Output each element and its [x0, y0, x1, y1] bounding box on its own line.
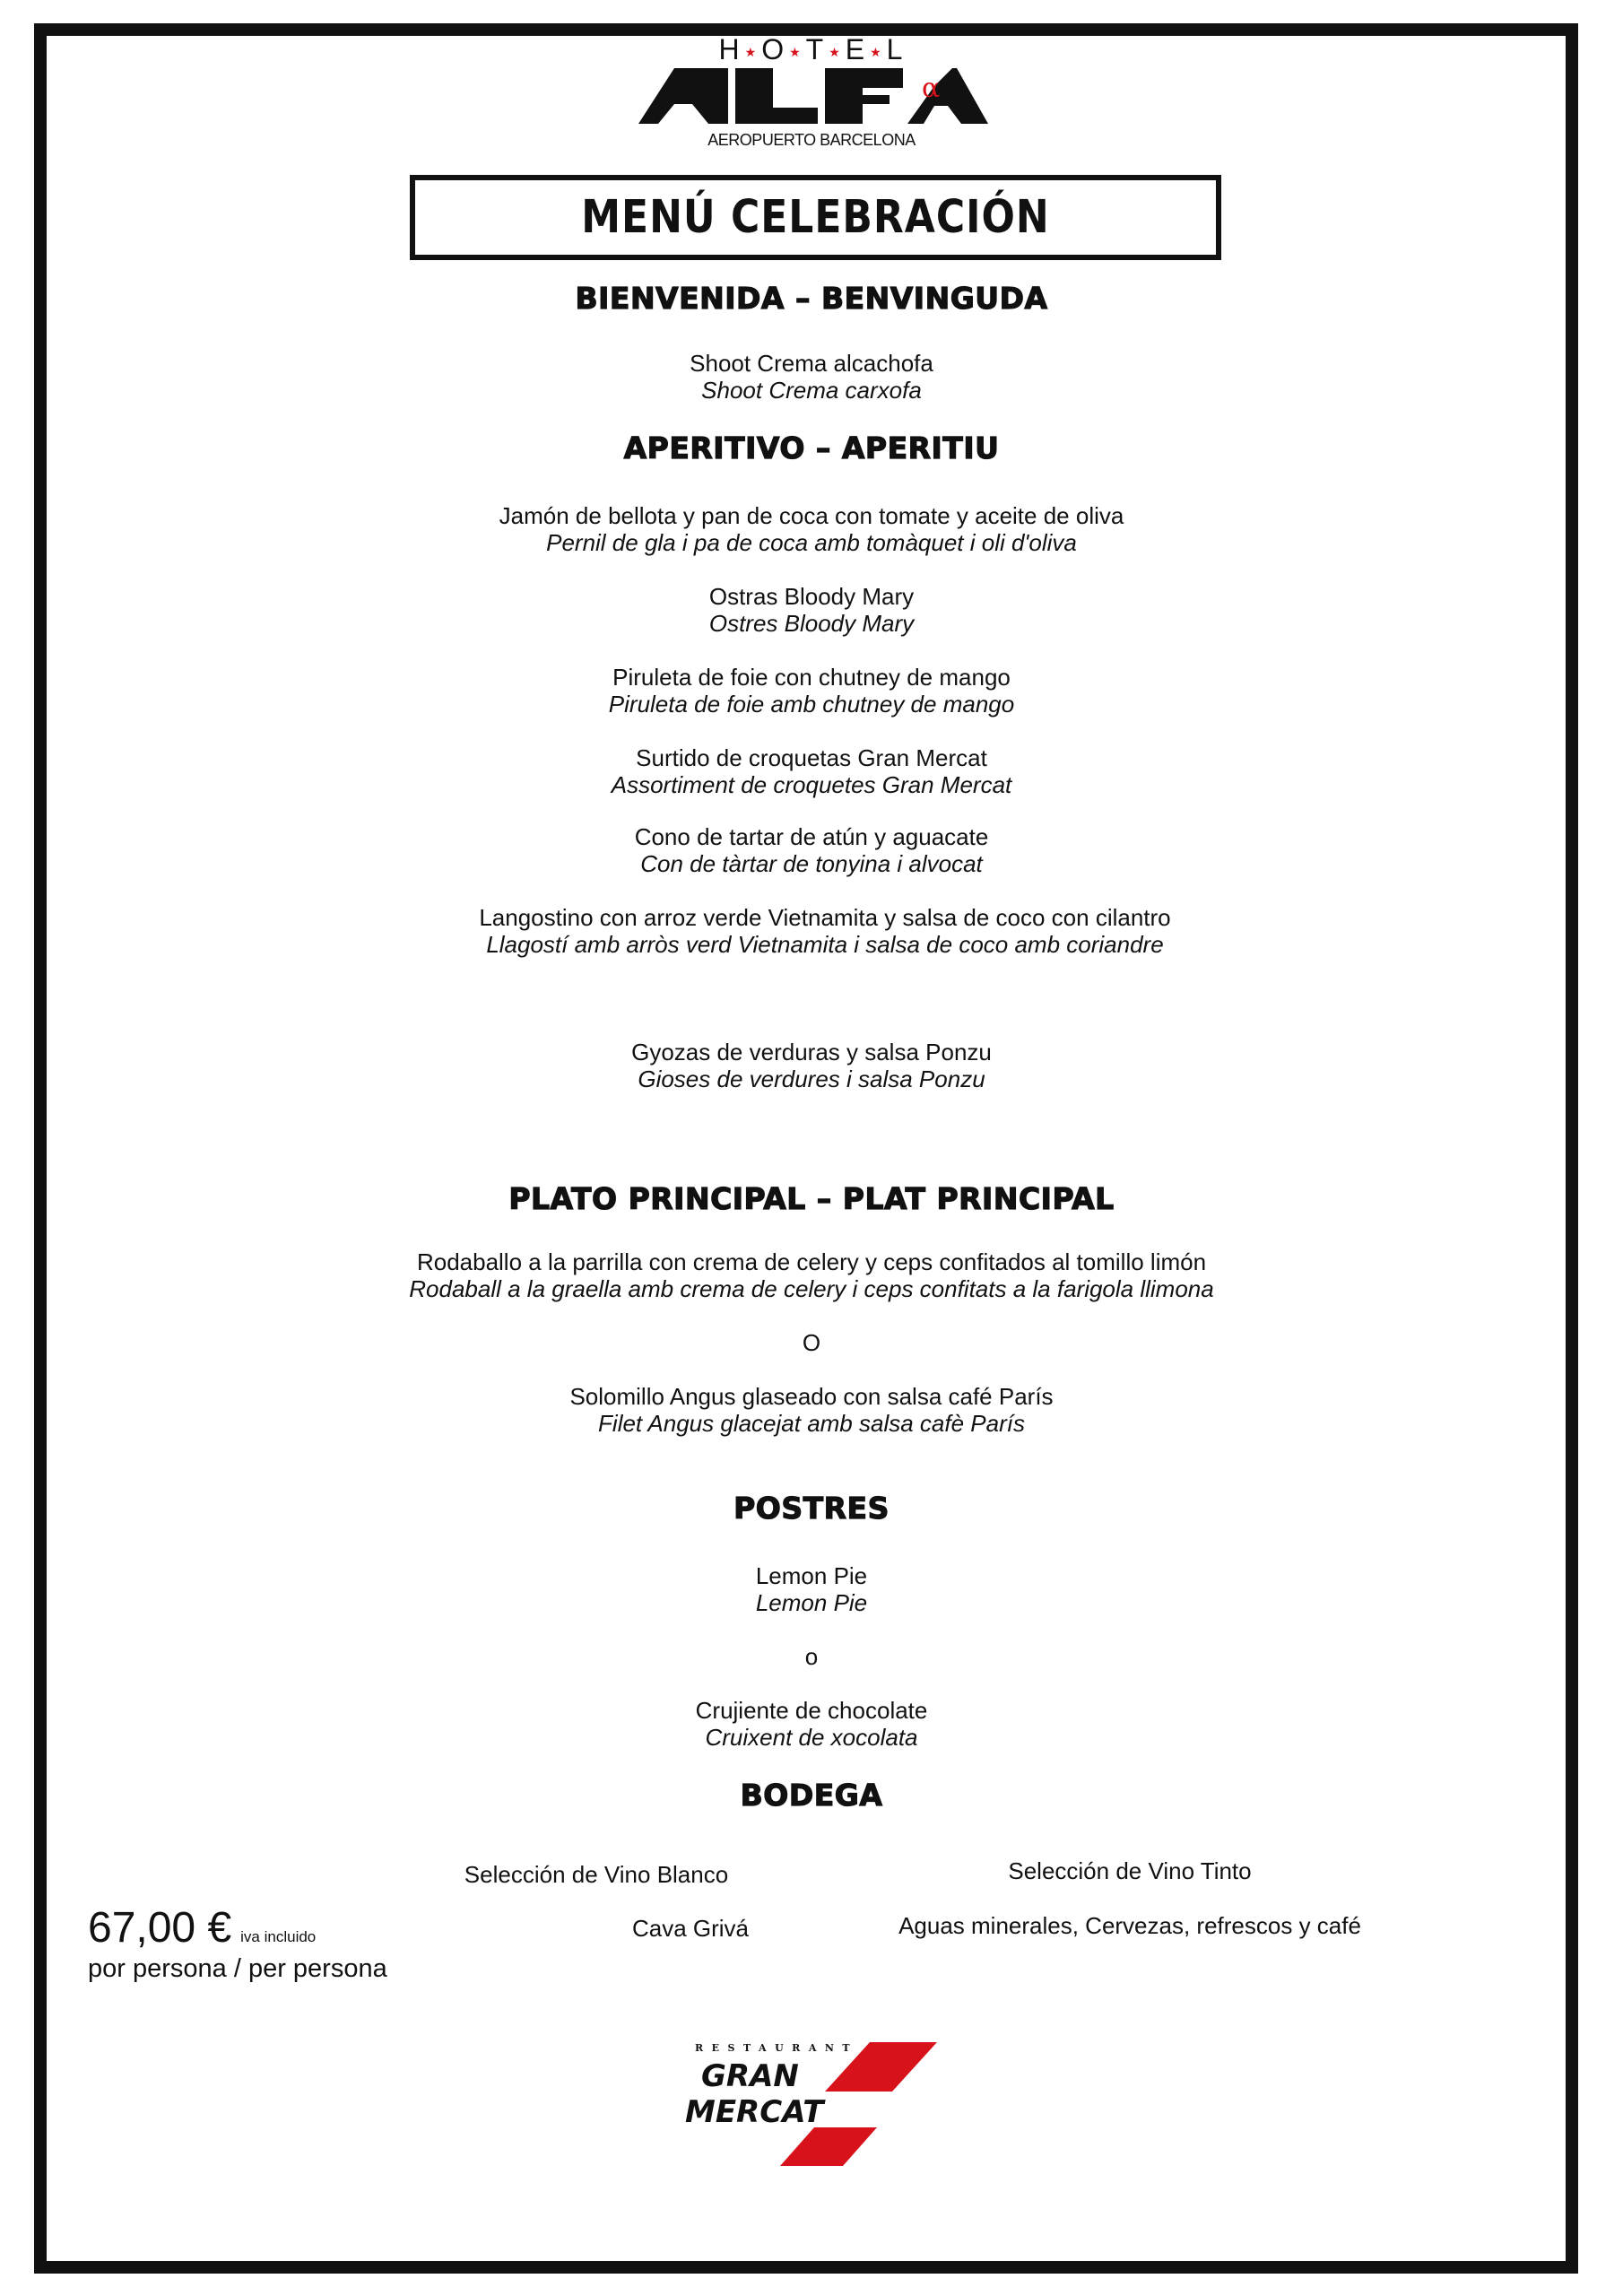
dish-item: Cono de tartar de atún y aguacate Con de tàrtar de tonyina i alvocat	[634, 823, 989, 877]
star-icon: ★	[789, 44, 803, 59]
section-heading-postres: POSTRES	[733, 1491, 890, 1526]
dish-item: Lemon Pie Lemon Pie	[755, 1562, 868, 1616]
section-heading-bodega: BODEGA	[740, 1778, 883, 1813]
dish-item: Surtido de croquetas Gran Mercat Assortiment de croquetes Gran Mercat	[611, 744, 1012, 798]
dish-item: Crujiente de chocolate Cruixent de xocolata	[695, 1697, 928, 1751]
dish-item: Solomillo Angus glaseado con salsa café París Filet Angus glacejat amb salsa cafè París	[569, 1383, 1054, 1437]
section-heading-aperitivo: APERITIVO – APERITIU	[623, 430, 1000, 465]
gm-line1: GRAN	[701, 2058, 799, 2094]
dish-item: Shoot Crema alcachofa Shoot Crema carxofa	[690, 350, 933, 404]
section-heading-principal: PLATO PRINCIPAL – PLAT PRINCIPAL	[508, 1181, 1115, 1216]
dish-item: Langostino con arroz verde Vietnamita y salsa de coco con cilantro Llagostí amb arròs verd Vietnamita i salsa de coco amb coriandre	[479, 904, 1171, 958]
gm-top-word: RESTAURANT	[695, 2042, 859, 2054]
bodega-item: Selección de Vino Blanco	[464, 1861, 729, 1888]
price-amount: 67,00 €	[88, 1904, 232, 1952]
menu-title: MENÚ CELEBRACIÓN	[581, 191, 1050, 244]
dish-item: Piruleta de foie con chutney de mango Piruleta de foie amb chutney de mango	[608, 664, 1015, 718]
gran-mercat-logo-icon	[681, 2039, 950, 2170]
star-icon: ★	[829, 44, 842, 59]
dish-item: Jamón de bellota y pan de coca con tomate y aceite de oliva Pernil de gla i pa de coca amb tomàquet i oli d'oliva	[499, 502, 1124, 556]
per-person-label: por persona / per persona	[88, 1954, 387, 1983]
dish-item: Gyozas de verduras y salsa Ponzu Gioses de verdures i salsa Ponzu	[631, 1039, 992, 1092]
bodega-item: Cava Grivá	[631, 1915, 750, 1942]
bodega-item: Selección de Vino Tinto	[1008, 1857, 1252, 1884]
star-icon: ★	[744, 44, 759, 59]
dish-item: Ostras Bloody Mary Ostres Bloody Mary	[708, 583, 915, 637]
alpha-glyph: α	[922, 73, 941, 104]
section-heading-bienvenida: BIENVENIDA – BENVINGUDA	[575, 281, 1048, 316]
bodega-item: Aguas minerales, Cervezas, refrescos y café	[898, 1912, 1361, 1939]
tax-note: iva incluido	[240, 1928, 317, 1945]
option-separator: O	[802, 1329, 821, 1356]
star-icon: ★	[870, 44, 883, 59]
gm-line2: MERCAT	[685, 2094, 824, 2130]
option-separator: o	[804, 1643, 819, 1670]
alfa-wordmark-icon	[638, 68, 988, 124]
menu-title-box	[410, 175, 1221, 260]
hotel-subtitle: AEROPUERTO BARCELONA	[707, 131, 916, 149]
price-block	[88, 1905, 387, 1984]
dish-item: Rodaballo a la parrilla con crema de celery y ceps confitados al tomillo limón Rodaball a la graella amb crema de celery i ceps confitats a la farigola llimona	[409, 1248, 1214, 1302]
hotel-word: H ★ O ★ T ★ E ★ L	[718, 33, 905, 65]
